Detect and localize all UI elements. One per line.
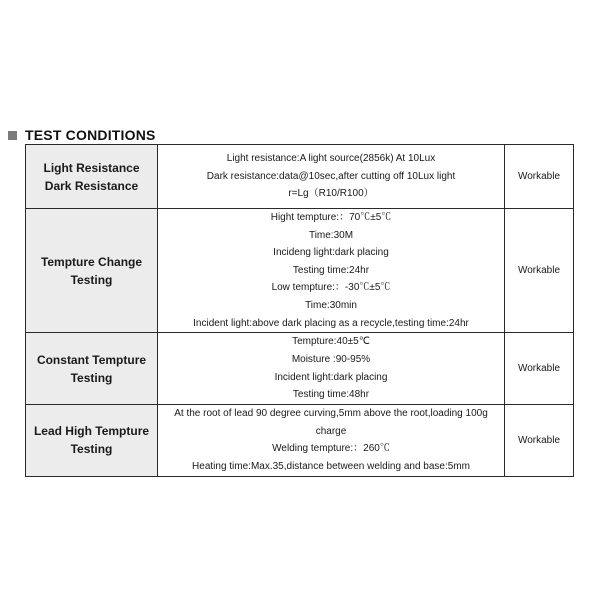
table-row <box>26 333 574 405</box>
result-cell: Workable <box>505 209 574 333</box>
result-cell: Workable <box>505 333 574 405</box>
condition-line: r=Lg（R10/R100） <box>288 188 374 200</box>
condition-line: Incident light:above dark placing as a recycle,testing time:24hr <box>193 317 469 329</box>
test-name-line: Tempture Change <box>40 254 143 269</box>
table-row <box>26 145 574 209</box>
test-name-line: Dark Resistance <box>44 178 139 193</box>
result-cell: Workable <box>505 145 574 209</box>
test-name-cell <box>26 145 158 209</box>
test-name-line: Testing <box>70 442 113 457</box>
condition-line: Testing time:48hr <box>292 389 370 401</box>
test-conditions-cell <box>158 333 505 405</box>
test-name-cell <box>26 209 158 333</box>
test-name-cell <box>26 405 158 476</box>
condition-line: Time:30M <box>308 229 354 241</box>
condition-line: Hight tempture:：70℃±5℃ <box>270 212 392 223</box>
condition-line: Welding tempture:：260℃ <box>272 443 390 455</box>
condition-line: Low tempture:：-30℃±5℃ <box>271 282 391 294</box>
section-title: TEST CONDITIONS <box>25 127 156 143</box>
section-heading <box>8 127 156 143</box>
condition-line: Tempture:40±5℃ <box>292 336 370 348</box>
condition-line: At the root of lead 90 degree curving,5mm above the root,loading 100g charge <box>174 408 488 437</box>
test-conditions-cell <box>158 145 505 209</box>
condition-line: Light resistance:A light source(2856k) At 10Lux <box>226 153 436 165</box>
test-name-cell <box>26 333 158 405</box>
table-row <box>26 209 574 333</box>
test-conditions-table <box>25 144 574 477</box>
square-bullet-icon <box>8 131 17 140</box>
test-conditions-cell <box>158 405 505 476</box>
test-name-line: Constant Tempture <box>36 352 147 367</box>
condition-line: Moisture :90-95% <box>291 354 371 366</box>
condition-line: Heating time:Max.35,distance between welding and base:5mm <box>192 460 470 472</box>
test-name-line: Testing <box>70 370 113 385</box>
table-row <box>26 405 574 476</box>
condition-line: Incideng light:dark placing <box>273 247 389 259</box>
condition-line: Testing time:24hr <box>292 264 370 276</box>
condition-line: Incident light:dark placing <box>274 371 388 383</box>
result-cell: Workable <box>505 405 574 476</box>
test-conditions-cell <box>158 209 505 333</box>
test-name-line: Light Resistance <box>43 160 140 175</box>
test-name-line: Testing <box>70 272 113 287</box>
test-name-line: Lead High Tempture <box>33 424 150 439</box>
condition-line: Time:30min <box>305 299 357 311</box>
condition-line: Dark resistance:data@10sec,after cutting off 10Lux light <box>206 170 456 182</box>
